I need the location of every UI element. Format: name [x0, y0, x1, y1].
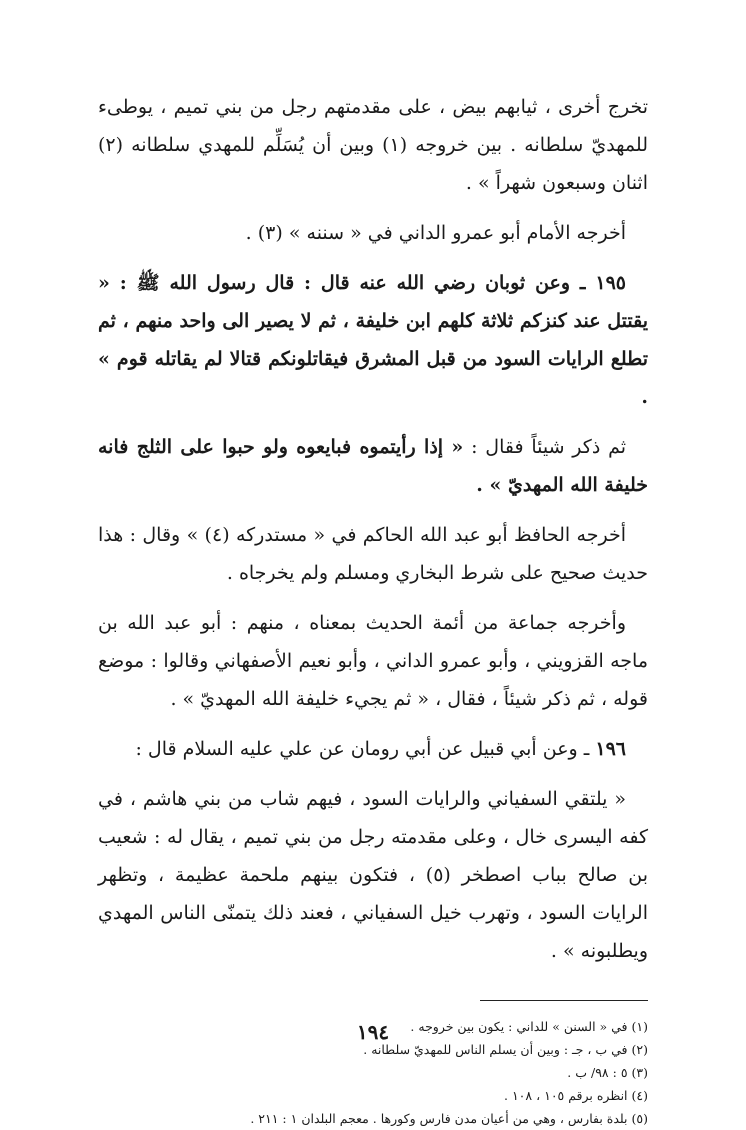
quoted-text: « إذا رأيتموه فبايعوه ولو حبوا على الثلج فانه خليفة الله المهديّ » . — [98, 436, 648, 496]
footnote-5: (٥) بلدة بفارس ، وهي من أعيان مدن فارس وكورها . معجم البلدان ١ : ٢١١ . — [250, 1111, 648, 1126]
hadith-intro: ـ وعن ثوبان رضي الله عنه قال : قال رسول الله ﷺ : — [119, 272, 586, 294]
page-number: ١٩٤ — [356, 1020, 390, 1044]
paragraph-text: وأخرجه جماعة من أئمة الحديث بمعناه ، منهم : أبو عبد الله بن ماجه القزويني ، وأبو عمرو الداني ، وأبو نعيم الأصفهاني وقالوا : موضع قوله ، ثم ذكر شيئاً ، فقال ، « ثم يجيء خليفة الله المهديّ » . — [98, 612, 648, 710]
paragraph-mahdi-caliph — [98, 428, 648, 504]
paragraph-sufyani — [98, 780, 648, 970]
paragraph-source-dani — [98, 214, 648, 252]
paragraph-text: أخرجه الحافظ أبو عبد الله الحاكم في « مستدركه (٤) » وقال : هذا حديث صحيح على شرط البخاري ومسلم ولم يخرجاه . — [98, 524, 648, 584]
paragraph-text: « يلتقي السفياني والرايات السود ، فيهم شاب من بني هاشم ، في كفه اليسرى خال ، وعلى مقدمته رجل من بني تميم ، يقال له : شعيب بن صالح بباب اصطخر (٥) ، فتكون بينهم ملحمة عظيمة ، وتظهر الرايات السود ، وتهرب خيل السفياني ، فعند ذلك يتمنّى الناس المهدي ويطلبونه » . — [98, 788, 648, 962]
paragraph-continuation: تخرج أخرى ، ثيابهم بيض ، على مقدمتهم رجل من بني تميم ، يوطىء للمهديّ سلطانه . بين خروجه (١) وبين أن يُسَلِّم للمهدي سلطانه (٢) اثنان وسبعون شهراً » . — [98, 96, 648, 194]
paragraph-intro: ثم ذكر شيئاً فقال : — [471, 436, 626, 458]
paragraph-source-hakim — [98, 516, 648, 592]
hadith-number: ١٩٦ — [595, 738, 626, 760]
hadith-number: ١٩٥ — [595, 272, 627, 294]
footnote-2: (٢) في ب ، جـ : وبين أن يسلم الناس للمهديّ سلطانه . — [363, 1042, 648, 1057]
hadith-intro: ـ وعن أبي قبيل عن أبي رومان عن علي عليه السلام قال : — [135, 738, 590, 760]
hadith-196 — [98, 730, 648, 768]
footnote-3: (٣) ٥ : ٩٨/ ب . — [567, 1065, 648, 1080]
footnote-4: (٤) انظره برقم ١٠٥ ، ١٠٨ . — [504, 1088, 648, 1103]
footnote-1: (١) في « السنن » للداني : يكون بين خروجه . — [410, 1019, 648, 1034]
footnote-divider — [480, 1000, 648, 1001]
hadith-text: « يقتتل عند كنزكم ثلاثة كلهم ابن خليفة ، ثم لا يصير الى واحد منهم ، ثم تطلع الرايات السود من قبل المشرق فيقاتلونكم قتالا لم يقاتله قوم » . — [98, 272, 648, 408]
paragraph-text: أخرجه الأمام أبو عمرو الداني في « سننه » (٣) . — [245, 222, 626, 244]
hadith-195 — [98, 264, 648, 416]
paragraph-other-narrators — [98, 604, 648, 718]
